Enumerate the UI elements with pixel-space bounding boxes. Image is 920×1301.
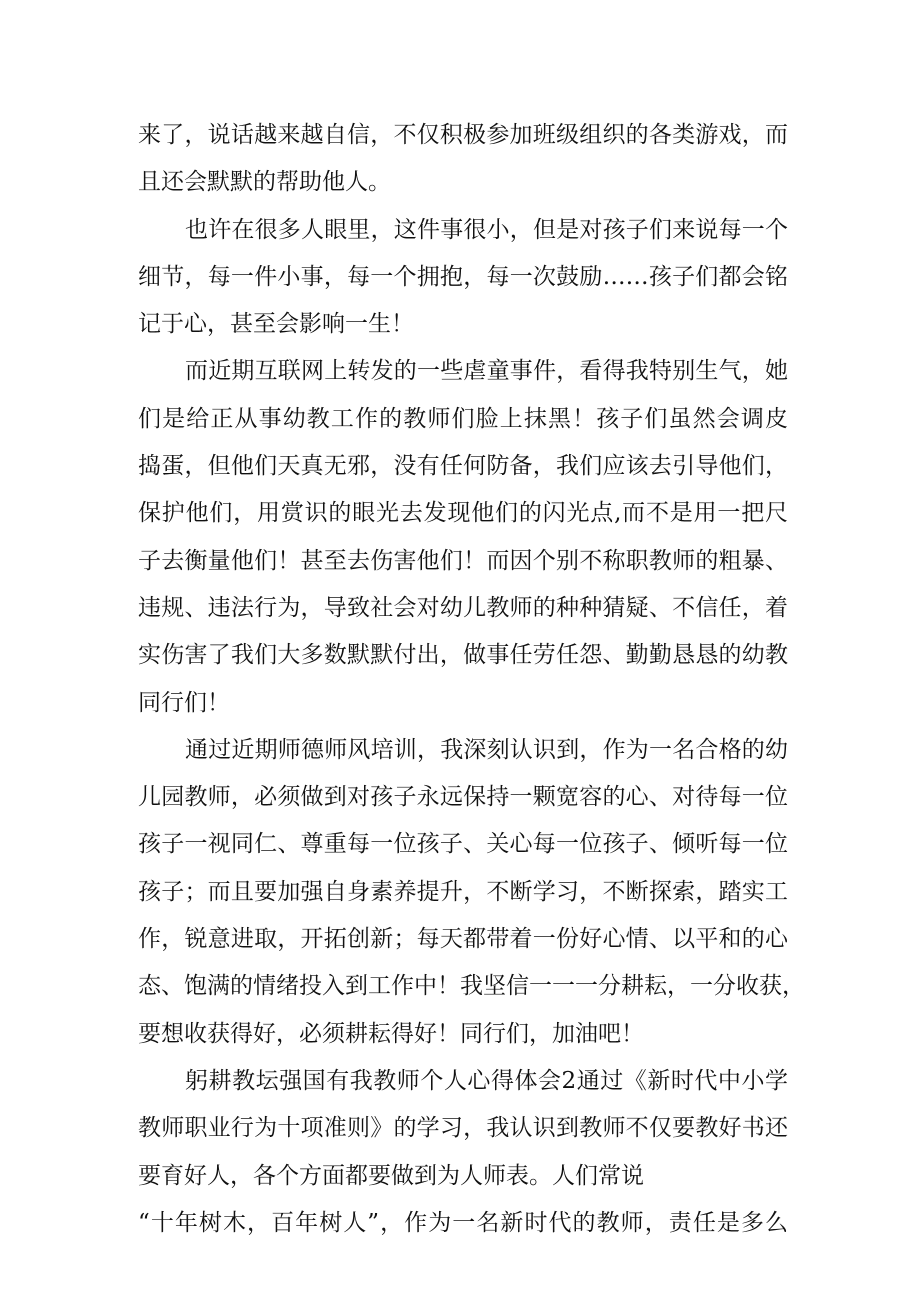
paragraph — [138, 1058, 788, 1247]
text-line: “十年树木，百年树人”，作为一名新时代的教师，责任是多么 — [138, 1209, 788, 1236]
text-line: 同行们！ — [138, 689, 230, 716]
text-line: 孩子；而且要加强自身素养提升，不断学习，不断探索，踏实工 — [138, 878, 788, 905]
paragraph — [138, 112, 788, 207]
paragraph — [138, 348, 788, 726]
paragraph — [138, 727, 805, 1058]
text-line: 要想收获得好，必须耕耘得好！同行们，加油吧！ — [138, 1020, 644, 1047]
text-line: 孩子一视同仁、尊重每一位孩子、关心每一位孩子、倾听每一位 — [138, 831, 788, 858]
text-line: 作，锐意进取，开拓创新；每天都带着一份好心情、以平和的心 — [138, 926, 788, 953]
text-line: 捣蛋，但他们天真无邪，没有任何防备，我们应该去引导他们， — [138, 453, 788, 480]
text-line: 实伤害了我们大多数默默付出，做事任劳任怨、勤勤恳恳的幼教 — [138, 642, 788, 669]
text-line: 儿园教师，必须做到对孩子永远保持一颗宽容的心、对待每一位 — [138, 784, 788, 811]
text-line: 保护他们，用赏识的眼光去发现他们的闪光点,而不是用一把尺 — [138, 500, 788, 527]
text-line: 且还会默默的帮助他人。 — [138, 169, 391, 196]
text-line: 们是给正从事幼教工作的教师们脸上抹黑！孩子们虽然会调皮 — [138, 405, 788, 432]
document-body — [138, 112, 805, 1247]
text-line: 子去衡量他们！甚至去伤害他们！而因个别不称职教师的粗暴、 — [138, 547, 788, 574]
text-line: 通过近期师德师风培训，我深刻认识到，作为一名合格的幼 — [185, 736, 788, 763]
text-line: 违规、违法行为，导致社会对幼儿教师的种种猜疑、不信任，着 — [138, 594, 788, 621]
text-line: 教师职业行为十项准则》的学习，我认识到教师不仅要教好书还 — [138, 1115, 788, 1142]
text-line: 而近期互联网上转发的一些虐童事件，看得我特别生气，她 — [185, 358, 788, 385]
text-line: 记于心，甚至会影响一生！ — [138, 311, 414, 338]
text-line: 要育好人，各个方面都要做到为人师表。人们常说 — [138, 1162, 644, 1189]
text-line: 态、饱满的情绪投入到工作中！我坚信一一一分耕耘，一分收获， — [138, 973, 805, 1000]
paragraph — [138, 207, 788, 349]
text-line: 躬耕教坛强国有我教师个人心得体会2通过《新时代中小学 — [185, 1067, 788, 1094]
text-line: 细节，每一件小事，每一个拥抱，每一次鼓励……孩子们都会铭 — [138, 263, 788, 290]
text-line: 来了，说话越来越自信，不仅积极参加班级组织的各类游戏，而 — [138, 122, 788, 148]
text-line: 也许在很多人眼里，这件事很小，但是对孩子们来说每一个 — [185, 216, 788, 243]
